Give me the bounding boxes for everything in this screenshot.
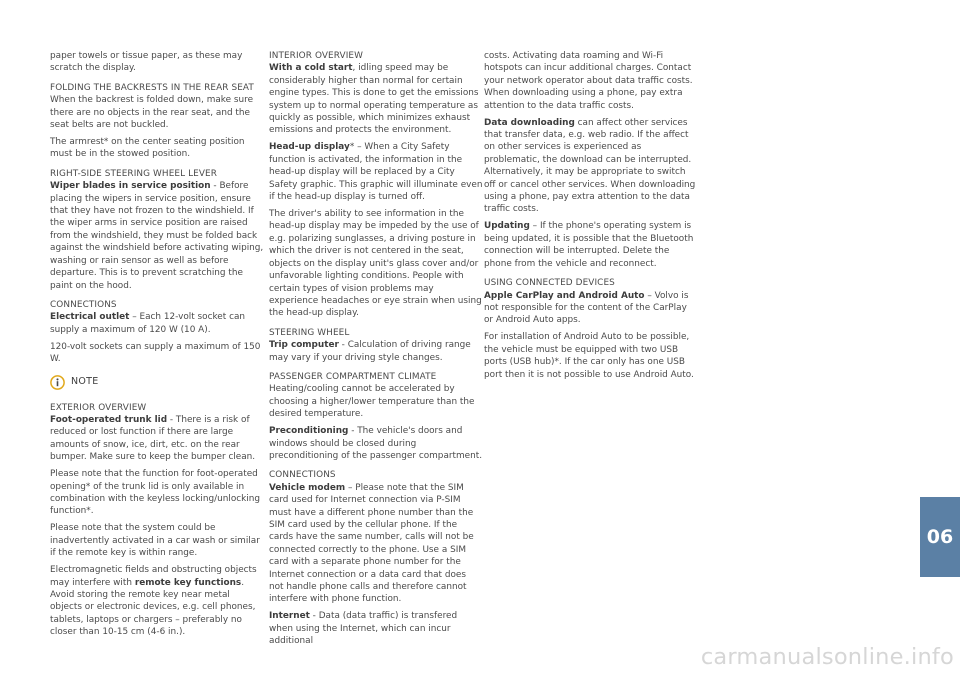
paragraph (50, 180, 264, 292)
paragraph-text: , idling speed may be considerably higher than normal for certain engine types. This is done to get the emissions system up to normal operating temperature as quickly as possible, which minimizes exhaust emissions and protects the environment. (269, 63, 479, 136)
section-heading: USING CONNECTED DEVICES (484, 278, 615, 289)
section-heading: PASSENGER COMPARTMENT CLIMATE (269, 371, 437, 382)
paragraph-text: – Each 12-volt socket can supply a maximum of 120 W (10 A). (50, 312, 246, 335)
paragraph (269, 141, 483, 203)
paragraph: Please note that the function for foot-operated opening* of the trunk lid is only available in combination with the keyless locking/unlocking function*. (50, 469, 261, 517)
paragraph (50, 311, 264, 336)
paragraph: When the backrest is folded down, make sure there are no objects in the rear seat, and the seat belts are not buckled. (50, 95, 254, 131)
connections-section-2 (269, 469, 483, 647)
paragraph (269, 62, 483, 136)
exterior-section (50, 402, 264, 639)
term: remote key functions (134, 577, 242, 588)
paragraph-text: Electromagnetic fields and obstructing objects may interfere with (50, 565, 257, 588)
section-heading: INTERIOR OVERVIEW (269, 51, 364, 61)
paragraph-text: * – When a City Safety function is activated, the information in the head-up display will be replaced by a City Safety graphic. This graphic will illuminate even if the head-up display is turned off. (269, 142, 483, 203)
term: With a cold start (269, 63, 353, 74)
section-heading: STEERING WHEEL (269, 327, 350, 338)
paragraph-text: can affect other services that transfer data, e.g. web radio. If the affect on other services is experienced as problematic, the download can be interrupted. Alternatively, it may be appropriate to switch off or cancel other services. When downloading using a phone, pay extra attention to the data traffic costs. (484, 117, 696, 215)
paragraph (50, 414, 264, 464)
paragraph: The driver's ability to see information in the head-up display may be impeded by the use of e.g. polarizing sunglasses, a driving posture in which the driver is not centered in the seat, objects on the display unit's glass cover and/or unfavorable lighting conditions. People with certain types of vision problems may experience headaches or eye strain when using the head-up display. (269, 209, 482, 319)
paragraph (269, 610, 483, 647)
paragraph: For installation of Android Auto to be possible, the vehicle must be equipped with two USB ports (USB hub)*. If the car only has one USB port then it is not possible to use Android Auto. (484, 332, 694, 380)
note-label: NOTE (71, 375, 99, 387)
paragraph: Please note that the system could be inadvertently activated in a car wash or similar if the remote key is within range. (50, 523, 260, 559)
section-heading: EXTERIOR OVERVIEW (50, 402, 147, 413)
paragraph: Heating/cooling cannot be accelerated by choosing a higher/lower temperature than the desired temperature. (269, 384, 475, 420)
column-1 (50, 50, 264, 643)
connected-devices-section (484, 277, 698, 381)
paragraph-text: – Please note that the SIM card used for Internet connection via P-SIM must have a different phone number than the SIM card used by the cellular phone. If the cards have the same number, calls will not be connected correctly to the phone. Use a SIM card with a separate phone number for the Internet connection or a data card that does not handle phone calls and therefore cannot interfere with phone function. (269, 482, 474, 605)
paragraph (484, 290, 698, 327)
interior-section (269, 50, 483, 320)
section-heading: RIGHT-SIDE STEERING WHEEL LEVER (50, 168, 217, 179)
intro-text: paper towels or tissue paper, as these may scratch the display. (50, 51, 243, 74)
intro-section (50, 50, 264, 75)
paragraph-text: – Volvo is not responsible for the content of the CarPlay or Android Auto apps. (484, 290, 689, 326)
paragraph (484, 220, 698, 270)
term: Vehicle modem (269, 482, 346, 493)
paragraph (269, 425, 483, 462)
paragraph (484, 117, 698, 216)
paragraph: 120-volt sockets can supply a maximum of 150 W. (50, 341, 261, 365)
steering-lever-section (50, 168, 264, 292)
section-heading: CONNECTIONS (50, 299, 117, 310)
paragraph-text: – If the phone's operating system is being updated, it is possible that the Bluetooth connection will be interrupted. Delete the phone from the vehicle and reconnect. (484, 221, 694, 269)
paragraph (50, 564, 264, 638)
term: Data downloading (484, 117, 575, 128)
term: Foot-operated trunk lid (50, 414, 168, 425)
paragraph-text: - Calculation of driving range may vary if your driving style changes. (269, 340, 471, 363)
term: Apple CarPlay and Android Auto (484, 290, 645, 301)
term: Wiper blades in service position (50, 181, 211, 192)
section-heading: FOLDING THE BACKRESTS IN THE REAR SEAT (50, 82, 254, 93)
info-circle-icon (50, 375, 65, 390)
climate-section (269, 371, 483, 462)
term: Trip computer (269, 340, 339, 351)
term: Preconditioning (269, 426, 349, 437)
watermark: carmanualsonline.info (700, 644, 954, 670)
paragraph: costs. Activating data roaming and Wi-Fi hotspots can incur additional charges. Contact your network operator about data traffic costs. When downloading using a phone, pay extra attention to the data traffic costs. (484, 51, 693, 111)
term: Updating (484, 221, 530, 232)
column-2 (269, 50, 483, 652)
paragraph-text: - The vehicle's doors and windows should be closed during preconditioning of the passenger compartment. (269, 426, 483, 461)
paragraph-text: - There is a risk of reduced or lost function if there are large amounts of snow, ice, dirt, etc. on the rear bumper. Make sure to keep the bumper clean. (50, 414, 256, 463)
term: Head-up display (269, 142, 350, 153)
paragraph-text: - Data (data traffic) is transfered when using the Internet, which can incur additional (269, 611, 458, 647)
term: Internet (269, 611, 310, 622)
paragraph (269, 482, 483, 606)
paragraph (269, 339, 483, 364)
paragraph-text: - Before placing the wipers in service position, ensure that they have not frozen to the windshield. If the wiper arms in service position are raised from the windshield, they must be folded back against the windshield before activating wiping, washing or rain sensor as well as before departure. This is to prevent scratching the paint on the hood. (50, 181, 264, 291)
steering-wheel-section (269, 327, 483, 364)
folding-section (50, 82, 264, 161)
note-box (50, 375, 264, 390)
connections-section (50, 299, 264, 366)
column-3 (484, 50, 698, 386)
data-traffic-section (484, 50, 698, 270)
section-heading: CONNECTIONS (269, 470, 336, 481)
paragraph: The armrest* on the center seating position must be in the stowed position. (50, 137, 245, 160)
chapter-tab: 06 (920, 497, 960, 577)
term: Electrical outlet (50, 312, 130, 323)
paragraph-text: . Avoid storing the remote key near metal objects or electronic devices, e.g. cell phones, tablets, laptops or chargers – preferably no closer than 10-15 cm (4-6 in.). (50, 577, 256, 638)
